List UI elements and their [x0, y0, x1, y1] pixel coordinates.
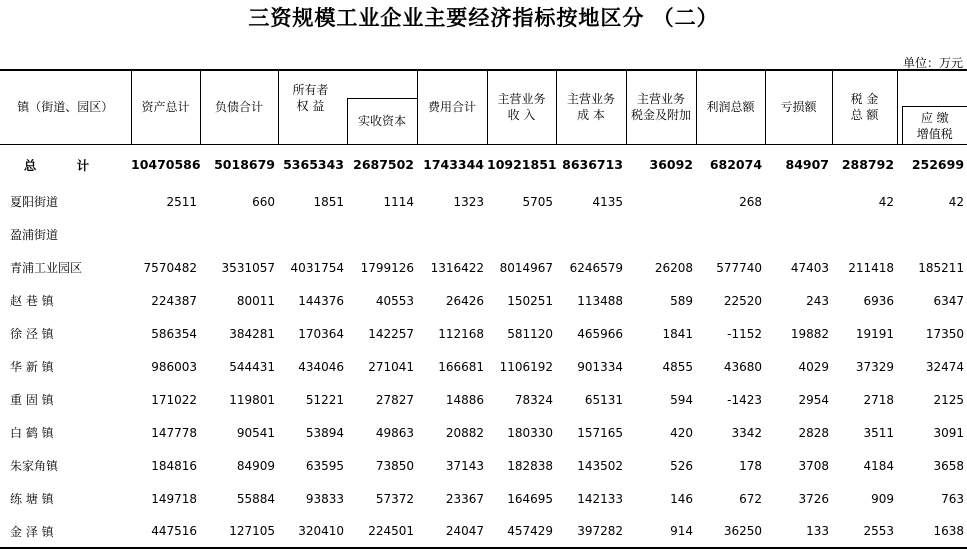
value-cell: 6936 — [863, 293, 895, 308]
value-cell: 1114 — [383, 194, 415, 209]
col-header-tax-total — [832, 70, 897, 144]
value-cell: 252699 — [911, 157, 965, 173]
value-cell: 42 — [948, 194, 965, 209]
value-cell: 26208 — [654, 260, 694, 275]
value-cell: 55884 — [236, 491, 275, 506]
value-cell — [278, 218, 347, 251]
region-name-cell: 总 计 — [23, 157, 108, 173]
value-cell: 27827 — [375, 392, 415, 407]
value-cell: 166681 — [438, 359, 485, 374]
value-cell: 171022 — [151, 392, 197, 407]
value-cell: 243 — [806, 293, 830, 308]
value-cell: 3342 — [731, 425, 763, 440]
value-cell: 10470586 — [131, 157, 201, 173]
value-cell: 271041 — [368, 359, 415, 374]
value-cell: 211418 — [848, 260, 895, 275]
value-cell: 2687502 — [353, 157, 415, 173]
value-cell: 384281 — [229, 326, 275, 341]
value-cell: -1423 — [727, 392, 763, 407]
value-cell: 150251 — [507, 293, 554, 308]
value-cell: 19882 — [790, 326, 830, 341]
value-cell: 73850 — [375, 458, 415, 473]
value-cell: 43680 — [723, 359, 763, 374]
value-cell: 14886 — [445, 392, 485, 407]
value-cell: 157165 — [577, 425, 624, 440]
owners-equity-line1: 所有者 — [292, 82, 329, 97]
table-row — [0, 284, 967, 317]
value-cell: 224387 — [151, 293, 197, 308]
value-cell: 3091 — [933, 425, 965, 440]
value-cell: 178 — [739, 458, 763, 473]
value-cell: 4855 — [662, 359, 694, 374]
col-header-vat — [897, 70, 967, 144]
value-cell: 20882 — [445, 425, 485, 440]
value-cell: 8636713 — [562, 157, 624, 173]
value-cell: 909 — [871, 491, 895, 506]
value-cell: 3511 — [863, 425, 895, 440]
value-cell: 2125 — [933, 392, 965, 407]
value-cell: 986003 — [151, 359, 197, 374]
value-cell: 63595 — [305, 458, 344, 473]
value-cell: 320410 — [278, 515, 347, 548]
table-row — [0, 482, 967, 515]
value-cell: 112168 — [438, 326, 485, 341]
col-header-region: 镇（街道、园区） — [0, 70, 131, 144]
region-name-cell: 重 固 镇 — [10, 393, 54, 407]
region-name-cell: 华 新 镇 — [10, 360, 54, 374]
value-cell: 1799126 — [360, 260, 415, 275]
value-cell: 170364 — [298, 326, 344, 341]
value-cell — [626, 185, 696, 218]
table-row — [0, 383, 967, 416]
value-cell: 2954 — [798, 392, 830, 407]
value-cell: 19191 — [855, 326, 895, 341]
value-cell: 78324 — [514, 392, 554, 407]
value-cell: 2828 — [798, 425, 830, 440]
main-tax-line2: 税金及附加 — [631, 108, 692, 123]
region-name-cell: 白 鹤 镇 — [10, 426, 54, 440]
value-cell: 90541 — [236, 425, 275, 440]
value-cell — [832, 218, 897, 251]
value-cell — [556, 218, 626, 251]
col-header-main-tax — [626, 70, 696, 144]
value-cell: 133 — [765, 515, 832, 548]
value-cell: 2718 — [863, 392, 895, 407]
vat-subcell — [902, 106, 967, 144]
table-row — [0, 416, 967, 449]
col-header-total-profit: 利润总额 — [696, 70, 765, 144]
value-cell: 1743344 — [423, 157, 485, 173]
value-cell — [347, 218, 417, 251]
value-cell: 3658 — [933, 458, 965, 473]
value-cell: 149718 — [151, 491, 197, 506]
col-header-main-cost — [556, 70, 626, 144]
value-cell: 288792 — [841, 157, 895, 173]
value-cell — [765, 185, 832, 218]
value-cell — [765, 218, 832, 251]
value-cell: 40553 — [375, 293, 415, 308]
value-cell: 457429 — [487, 515, 556, 548]
vat-line2: 增值税 — [916, 126, 953, 141]
col-header-total-expenses: 费用合计 — [417, 70, 487, 144]
value-cell: 146 — [670, 491, 694, 506]
value-cell: 4184 — [863, 458, 895, 473]
value-cell — [487, 218, 556, 251]
value-cell: 180330 — [507, 425, 554, 440]
tax-total-line1: 税 金 — [850, 92, 879, 107]
value-cell: 1851 — [313, 194, 344, 209]
value-cell: 914 — [626, 515, 696, 548]
col-header-main-revenue — [487, 70, 556, 144]
tax-total-line2: 总 额 — [850, 108, 879, 123]
value-cell: 7570482 — [143, 260, 197, 275]
value-cell: 93833 — [305, 491, 344, 506]
value-cell: 224501 — [347, 515, 417, 548]
value-cell: 113488 — [577, 293, 624, 308]
table-row — [0, 350, 967, 383]
col-header-loss-amount: 亏损额 — [765, 70, 832, 144]
value-cell: 10921851 — [487, 157, 557, 173]
value-cell: 3531057 — [221, 260, 275, 275]
value-cell: 142257 — [368, 326, 415, 341]
table-row — [0, 185, 967, 218]
value-cell: 57372 — [375, 491, 415, 506]
value-cell: 185211 — [918, 260, 965, 275]
value-cell: 142133 — [577, 491, 624, 506]
value-cell: 526 — [670, 458, 694, 473]
value-cell: 22520 — [723, 293, 763, 308]
value-cell: 1638 — [897, 515, 967, 548]
total-row — [0, 144, 967, 185]
value-cell: 4135 — [592, 194, 624, 209]
value-cell: 1323 — [453, 194, 485, 209]
value-cell: 2511 — [166, 194, 197, 209]
region-name-cell: 赵 巷 镇 — [10, 294, 54, 308]
value-cell: 37143 — [445, 458, 485, 473]
col-header-owners-equity — [278, 70, 417, 98]
value-cell: 4029 — [798, 359, 830, 374]
unit-label: 单位：万元 — [902, 56, 963, 70]
value-cell: 1316422 — [430, 260, 485, 275]
col-header-total-assets: 资产总计 — [131, 70, 200, 144]
value-cell — [897, 218, 967, 251]
main-tax-line1: 主营业务 — [637, 92, 686, 107]
table-row — [0, 218, 967, 251]
value-cell: 49863 — [375, 425, 415, 440]
value-cell: 17350 — [925, 326, 965, 341]
value-cell: 51221 — [305, 392, 344, 407]
value-cell: 65131 — [584, 392, 624, 407]
main-revenue-line2: 收 入 — [507, 108, 536, 123]
value-cell: 544431 — [229, 359, 275, 374]
value-cell: 84909 — [236, 458, 275, 473]
value-cell: 672 — [739, 491, 763, 506]
value-cell: 184816 — [151, 458, 197, 473]
main-revenue-line1: 主营业务 — [497, 92, 546, 107]
value-cell: 182838 — [507, 458, 554, 473]
col-header-total-liabilities: 负债合计 — [200, 70, 278, 144]
value-cell: 24047 — [417, 515, 487, 548]
value-cell: 586354 — [151, 326, 197, 341]
table-row — [0, 251, 967, 284]
value-cell: 682074 — [709, 157, 763, 173]
value-cell: 577740 — [716, 260, 763, 275]
value-cell — [200, 218, 278, 251]
value-cell: 4031754 — [290, 260, 344, 275]
region-name-cell: 盈浦街道 — [10, 228, 59, 242]
value-cell: 6347 — [933, 293, 965, 308]
value-cell: 147778 — [151, 425, 197, 440]
data-table — [0, 69, 967, 549]
region-name-cell: 青浦工业园区 — [10, 261, 83, 275]
value-cell: 84907 — [785, 157, 830, 173]
value-cell: 164695 — [507, 491, 554, 506]
value-cell: 32474 — [925, 359, 965, 374]
value-cell: 6246579 — [569, 260, 624, 275]
value-cell: -1152 — [727, 326, 763, 341]
region-name-cell: 金 泽 镇 — [0, 515, 131, 548]
value-cell: 23367 — [445, 491, 485, 506]
table-row — [0, 317, 967, 350]
value-cell: 3726 — [798, 491, 830, 506]
value-cell: 901334 — [577, 359, 624, 374]
value-cell — [696, 218, 765, 251]
value-cell — [131, 218, 200, 251]
value-cell: 434046 — [298, 359, 344, 374]
value-cell: 127105 — [200, 515, 278, 548]
value-cell: 581120 — [507, 326, 554, 341]
value-cell: 119801 — [229, 392, 275, 407]
value-cell: 26426 — [445, 293, 485, 308]
region-name-cell: 徐 泾 镇 — [10, 327, 54, 341]
value-cell — [417, 218, 487, 251]
value-cell: 8014967 — [499, 260, 554, 275]
vat-line1: 应 缴 — [920, 110, 949, 125]
value-cell: 397282 — [556, 515, 626, 548]
table-row — [0, 515, 967, 548]
value-cell: 1841 — [662, 326, 694, 341]
value-cell: 420 — [670, 425, 694, 440]
value-cell: 268 — [739, 194, 763, 209]
value-cell: 594 — [670, 392, 694, 407]
table-row — [0, 449, 967, 482]
value-cell: 660 — [252, 194, 275, 209]
value-cell: 143502 — [577, 458, 624, 473]
value-cell: 3708 — [798, 458, 830, 473]
value-cell: 5365343 — [283, 157, 344, 173]
region-name-cell: 练 塘 镇 — [10, 492, 54, 506]
table-body — [0, 144, 967, 548]
main-cost-line2: 成 本 — [577, 108, 605, 123]
page-title: 三资规模工业企业主要经济指标按地区分 （二） — [248, 5, 719, 30]
region-name-cell: 夏阳街道 — [10, 195, 59, 209]
value-cell: 589 — [670, 293, 694, 308]
value-cell: 80011 — [236, 293, 275, 308]
value-cell: 42 — [878, 194, 895, 209]
value-cell: 465966 — [577, 326, 624, 341]
value-cell: 1106192 — [499, 359, 554, 374]
value-cell: 763 — [941, 491, 965, 506]
col-header-paid-in-capital: 实收资本 — [347, 98, 417, 144]
value-cell: 36092 — [649, 157, 694, 173]
value-cell: 47403 — [790, 260, 830, 275]
value-cell: 2553 — [832, 515, 897, 548]
value-cell: 144376 — [298, 293, 344, 308]
main-cost-line1: 主营业务 — [567, 92, 616, 107]
value-cell: 53894 — [305, 425, 344, 440]
col-header-owners-equity-sub — [278, 98, 347, 144]
region-name-cell: 朱家角镇 — [10, 459, 59, 473]
value-cell: 5705 — [522, 194, 554, 209]
owners-equity-line2: 权 益 — [296, 99, 325, 113]
value-cell: 36250 — [696, 515, 765, 548]
value-cell — [626, 218, 696, 251]
value-cell: 37329 — [855, 359, 895, 374]
value-cell: 447516 — [131, 515, 200, 548]
value-cell: 5018679 — [214, 157, 275, 173]
